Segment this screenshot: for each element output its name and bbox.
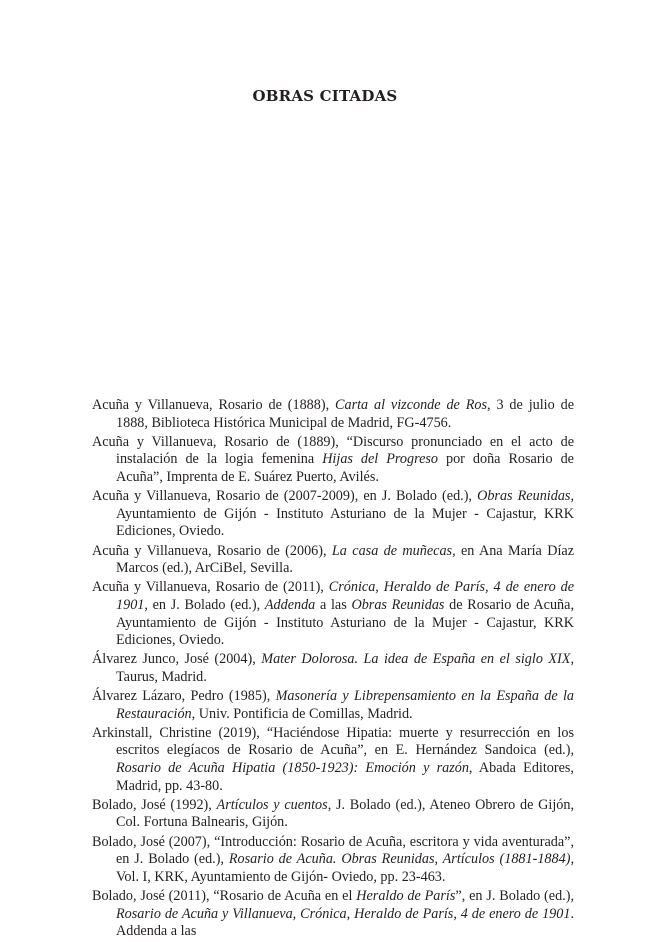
reference-text: Acuña y Villanueva, Rosario de (2011), xyxy=(92,579,329,596)
reference-entry xyxy=(92,725,574,795)
reference-text: por doña Rosario de Acuña”, Imprenta de E. Suárez Puerto, Avilés. xyxy=(116,451,574,485)
reference-text: ”, en J. Bolado (ed.), xyxy=(455,887,574,904)
reference-entry xyxy=(92,543,574,578)
reference-title-italic: Carta al vizconde de Ros xyxy=(335,397,488,413)
reference-text: , en J. Bolado (ed.), xyxy=(144,596,265,613)
reference-text: Acuña y Villanueva, Rosario de (1889), “Discurso pronunciado en el acto de instalación de la logia femenina xyxy=(92,433,574,468)
reference-text: , 3 de julio de 1888, Biblioteca Histórica Municipal de Madrid, FG-4756. xyxy=(116,397,574,431)
reference-entry xyxy=(92,434,574,487)
reference-entry xyxy=(92,651,574,686)
reference-title-italic: Obras Reunidas xyxy=(477,488,571,505)
reference-text: Arkinstall, Christine (2019), “Haciéndose Hipatia: muerte y resurrección en los escritos elegíacos de Rosario de Acuña”, en E. Hernández Sandoica (ed.), xyxy=(92,724,574,759)
reference-text: de Rosario de Acuña, Ayuntamiento de Gijón - Instituto Asturiano de la Mujer - Cajastur, KRK Ediciones, Oviedo. xyxy=(116,596,574,649)
reference-entry xyxy=(92,834,574,887)
reference-entry xyxy=(92,888,574,941)
reference-text: . Addenda a las xyxy=(116,905,574,940)
reference-title-italic: Rosario de Acuña y Villanueva, Crónica, Heraldo de París, 4 de enero de 1901 xyxy=(116,905,571,922)
reference-list xyxy=(92,397,574,942)
reference-title-italic: Rosario de Acuña Hipatia (1850-1923): Emoción y razón xyxy=(116,760,469,777)
reference-entry xyxy=(92,579,574,649)
reference-text: , Univ. Pontificia de Comillas, Madrid. xyxy=(191,705,413,722)
reference-entry xyxy=(92,797,574,832)
reference-text: , Ayuntamiento de Gijón - Instituto Asturiano de la Mujer - Cajastur, KRK Ediciones, Oviedo. xyxy=(116,488,574,540)
reference-text: , Taurus, Madrid. xyxy=(116,651,574,685)
reference-title-italic: La casa de muñecas xyxy=(331,542,453,559)
reference-text: , Vol. I, KRK, Ayuntamiento de Gijón- Oviedo, pp. 23-463. xyxy=(116,851,574,885)
reference-title-italic: Masonería y Librepensamiento en la España de la Restauración xyxy=(116,688,574,722)
reference-entry xyxy=(92,688,574,723)
reference-text: a las xyxy=(315,596,352,613)
reference-text: Álvarez Lázaro, Pedro (1985), xyxy=(92,688,276,705)
reference-title-italic: Artículos y cuentos xyxy=(216,796,328,813)
reference-title-italic: Obras Reunidas xyxy=(351,596,445,613)
reference-text: Bolado, José (2007), “Introducción: Rosario de Acuña, escritora y vida aventurada”, en J. Bolado (ed.), xyxy=(92,833,574,868)
reference-entry xyxy=(92,488,574,541)
reference-text: Álvarez Junco, José (2004), xyxy=(92,651,262,668)
reference-text: Acuña y Villanueva, Rosario de (2007-2009), en J. Bolado (ed.), xyxy=(92,488,478,505)
reference-title-italic: Hijas del Progreso xyxy=(322,451,438,468)
reference-title-italic: Addenda xyxy=(264,596,316,613)
reference-text: , J. Bolado (ed.), Ateneo Obrero de Gijón, Col. Fortuna Balnearis, Gijón. xyxy=(116,796,574,831)
reference-text: Bolado, José (2011), “Rosario de Acuña en el xyxy=(92,887,357,904)
reference-text: , en Ana María Díaz Marcos (ed.), ArCiBel, Sevilla. xyxy=(116,542,574,577)
reference-text: Acuña y Villanueva, Rosario de (2006), xyxy=(92,542,332,559)
reference-title-italic: Crónica, Heraldo de París, 4 de enero de 1901 xyxy=(116,579,574,613)
reference-title-italic: Heraldo de París xyxy=(356,887,456,904)
reference-title-italic: Rosario de Acuña. Obras Reunidas, Artículos (1881-1884) xyxy=(228,851,571,868)
reference-text: Bolado, José (1992), xyxy=(92,796,217,813)
reference-text: Acuña y Villanueva, Rosario de (1888), xyxy=(92,397,336,413)
reference-entry xyxy=(92,397,574,432)
reference-text: , Abada Editores, Madrid, pp. 43-80. xyxy=(116,760,574,794)
page-title: OBRAS CITADAS xyxy=(252,87,398,105)
reference-title-italic: Mater Dolorosa. La idea de España en el siglo XIX xyxy=(261,651,571,668)
